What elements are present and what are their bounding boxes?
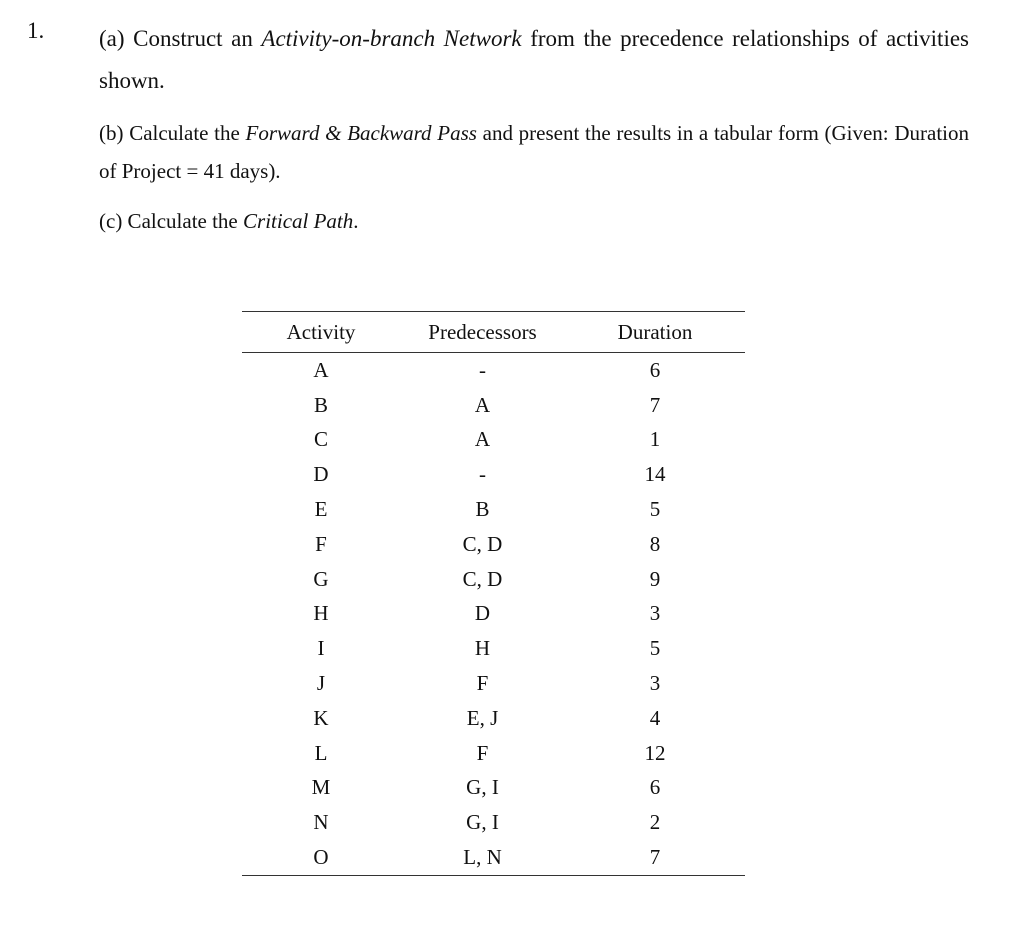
table-row xyxy=(242,353,745,388)
header-duration: Duration xyxy=(617,319,693,344)
duration-cell: 7 xyxy=(649,845,661,870)
table-row xyxy=(242,388,745,423)
part-a-term: Activity-on-branch Network xyxy=(261,26,522,51)
table-row xyxy=(242,701,745,736)
part-c-suffix: . xyxy=(353,209,359,233)
predecessors-cell: C, D xyxy=(462,566,503,591)
predecessors-cell: H xyxy=(474,636,491,661)
table-row xyxy=(242,736,745,771)
predecessors-cell: G, I xyxy=(466,775,499,800)
activity-cell: F xyxy=(315,531,327,556)
activity-cell: B xyxy=(313,392,328,417)
duration-cell: 3 xyxy=(649,601,661,626)
part-b-text xyxy=(99,114,969,190)
table-row xyxy=(242,771,745,806)
part-a-prefix: (a) Construct an xyxy=(99,26,262,51)
activity-cell: J xyxy=(316,671,326,696)
activity-cell: O xyxy=(313,845,329,870)
predecessors-cell: F xyxy=(476,740,489,765)
part-c-term: Critical Path xyxy=(243,209,354,233)
predecessors-cell: F xyxy=(476,671,489,696)
activity-cell: C xyxy=(313,427,328,452)
part-c-text xyxy=(99,205,359,237)
duration-cell: 9 xyxy=(649,566,661,591)
duration-cell: 2 xyxy=(649,810,661,835)
precedence-table xyxy=(242,311,745,876)
activity-cell: E xyxy=(314,497,328,522)
activity-cell: G xyxy=(313,566,329,591)
header-activity: Activity xyxy=(286,319,356,344)
table-row xyxy=(242,597,745,632)
duration-cell: 1 xyxy=(649,427,661,452)
predecessors-cell: C, D xyxy=(462,531,503,556)
activity-cell: I xyxy=(317,636,325,661)
table-row xyxy=(242,492,745,527)
activity-cell: H xyxy=(313,601,329,626)
activity-cell: D xyxy=(313,462,329,487)
predecessors-cell: E, J xyxy=(466,705,499,730)
duration-cell: 3 xyxy=(649,671,661,696)
duration-cell: 7 xyxy=(649,392,661,417)
header-predecessors: Predecessors xyxy=(428,319,537,344)
table-row xyxy=(242,562,745,597)
predecessors-cell: B xyxy=(475,497,490,522)
table-row xyxy=(242,805,745,840)
activity-cell: N xyxy=(313,810,329,835)
duration-cell: 12 xyxy=(644,740,666,765)
predecessors-cell: A xyxy=(474,392,491,417)
predecessors-cell: L, N xyxy=(463,845,502,870)
predecessors-cell: - xyxy=(479,462,486,487)
part-b-prefix: (b) Calculate the xyxy=(99,121,246,145)
duration-cell: 4 xyxy=(649,705,661,730)
part-b-term: Forward & Backward Pass xyxy=(245,121,477,145)
activity-cell: M xyxy=(311,775,331,800)
predecessors-cell: - xyxy=(479,357,486,382)
table-row xyxy=(242,666,745,701)
predecessors-cell: G, I xyxy=(466,810,499,835)
table-body xyxy=(242,353,745,876)
question-number: 1. xyxy=(27,18,45,43)
predecessors-cell: A xyxy=(474,427,491,452)
duration-cell: 14 xyxy=(644,462,666,487)
duration-cell: 6 xyxy=(649,357,661,382)
duration-cell: 5 xyxy=(649,636,661,661)
table-header-row xyxy=(242,312,745,353)
predecessors-cell: D xyxy=(474,601,491,626)
table-row xyxy=(242,840,745,875)
part-a-text xyxy=(99,18,969,102)
part-b-suffix: and present the results in a tabular form (Given: Duration of Project = 41 days). xyxy=(99,121,969,183)
table-row xyxy=(242,457,745,492)
duration-cell: 5 xyxy=(649,497,661,522)
part-a-suffix: from the precedence relationships of activities shown. xyxy=(99,26,969,93)
table-row xyxy=(242,527,745,562)
table-row xyxy=(242,631,745,666)
activity-cell: A xyxy=(313,357,329,382)
duration-cell: 8 xyxy=(649,531,661,556)
part-c-prefix: (c) Calculate the xyxy=(99,209,244,233)
table-row xyxy=(242,423,745,458)
activity-cell: L xyxy=(314,740,328,765)
activity-cell: K xyxy=(313,705,329,730)
duration-cell: 6 xyxy=(649,775,661,800)
